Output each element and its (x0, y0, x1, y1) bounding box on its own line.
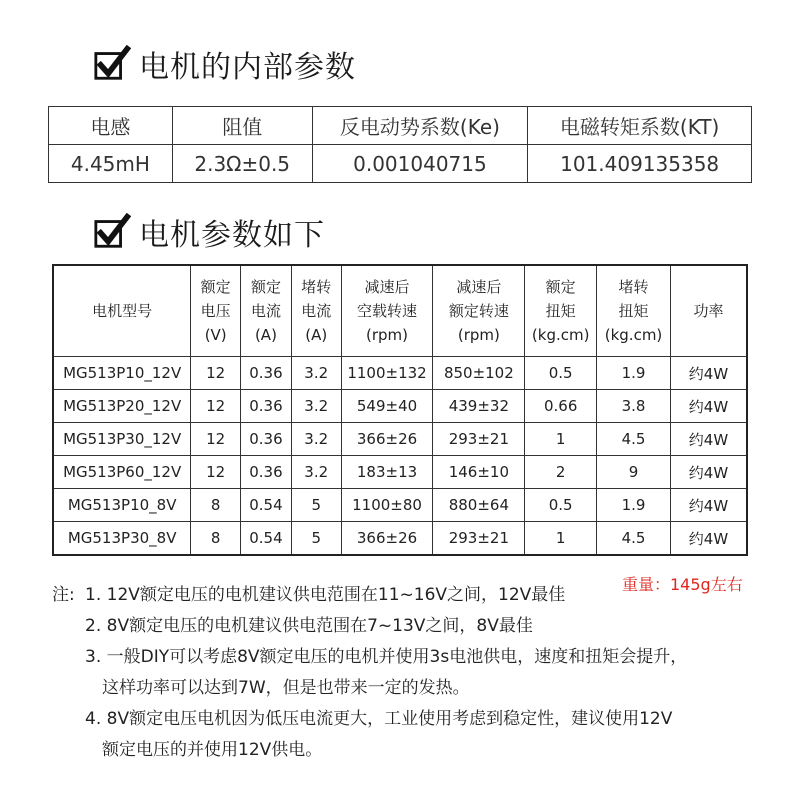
table-cell: 12 (191, 423, 241, 456)
header-cell (433, 265, 525, 357)
header-cell (525, 265, 597, 357)
header-line: 空载转速 (357, 302, 418, 320)
table-cell: 146±10 (433, 456, 525, 489)
header-line: (kg.cm) (604, 326, 663, 344)
table-cell: 439±32 (433, 390, 525, 423)
header-line: 扭矩 (545, 302, 576, 320)
table-row (53, 357, 747, 390)
table-cell: 1100±80 (341, 489, 433, 522)
table-header-row (49, 107, 752, 145)
header-line: 电压 (200, 302, 231, 320)
note-item: 2. 8V额定电压的电机建议供电范围在7~13V之间，8V最佳 (85, 616, 533, 636)
header-cell (291, 265, 341, 357)
note-item: 1. 12V额定电压的电机建议供电范围在11~16V之间，12V最佳 (85, 585, 566, 605)
table-cell: 293±21 (433, 423, 525, 456)
header-line: (kg.cm) (531, 326, 590, 344)
header-line: 电流 (250, 302, 281, 320)
table-cell: 183±13 (341, 456, 433, 489)
table-cell: 3.2 (291, 456, 341, 489)
header-line: (rpm) (457, 326, 500, 344)
table-cell: 3.2 (291, 423, 341, 456)
table-cell: MG513P30_12V (53, 423, 191, 456)
section2-title: 电机参数如下 (139, 218, 325, 253)
table-cell: 约4W (670, 456, 747, 489)
section1-title: 电机的内部参数 (139, 50, 356, 85)
table-cell: 0.66 (525, 390, 597, 423)
notes-prefix: 注: (52, 585, 75, 605)
section2-heading (93, 210, 325, 254)
table-row (53, 390, 747, 423)
header-cell (341, 265, 433, 357)
header-cell (670, 265, 747, 357)
table-cell: 366±26 (341, 423, 433, 456)
table-cell: 1 (525, 522, 597, 556)
header-cell: 阻值 (172, 107, 312, 145)
table-cell: 5 (291, 522, 341, 556)
header-line: (rpm) (366, 326, 409, 344)
table-cell: 101.409135358 (528, 145, 752, 183)
table-cell: 8 (191, 489, 241, 522)
table-row (53, 522, 747, 556)
header-cell: 电感 (49, 107, 173, 145)
table-cell: 12 (191, 456, 241, 489)
header-cell (191, 265, 241, 357)
table-cell: 12 (191, 390, 241, 423)
table-cell: MG513P10_8V (53, 489, 191, 522)
header-line: 额定转速 (448, 302, 509, 320)
header-line: 额定 (200, 278, 231, 296)
table-cell: 0.5 (525, 357, 597, 390)
section1-heading (93, 42, 356, 86)
motor-params-table (52, 264, 748, 556)
table-cell: 3.8 (597, 390, 671, 423)
header-cell: 电磁转矩系数(KT) (528, 107, 752, 145)
table-cell: 0.54 (241, 489, 292, 522)
note-item: 4. 8V额定电压电机因为低压电流更大，工业使用考虑到稳定性，建议使用12V (85, 709, 673, 729)
table-cell: 约4W (670, 390, 747, 423)
table-cell: 约4W (670, 357, 747, 390)
table-cell: 0.36 (241, 423, 292, 456)
header-line: 扭矩 (618, 302, 649, 320)
table-cell: 12 (191, 357, 241, 390)
note-item: 这样功率可以达到7W，但是也带来一定的发热。 (102, 678, 470, 698)
header-line: 电流 (301, 302, 332, 320)
table-row (53, 456, 747, 489)
checkbox-check-icon (93, 45, 131, 83)
table-cell: 4.5 (597, 522, 671, 556)
table-cell: 1.9 (597, 489, 671, 522)
table-cell: 0.54 (241, 522, 292, 556)
internal-params-table (48, 106, 752, 183)
table-cell: MG513P30_8V (53, 522, 191, 556)
table-cell: 1.9 (597, 357, 671, 390)
header-line: (A) (254, 326, 277, 344)
table-cell: 1100±132 (341, 357, 433, 390)
header-line: 减速后 (364, 278, 410, 296)
header-line: 电机型号 (92, 302, 153, 320)
table-cell: 3.2 (291, 357, 341, 390)
header-line: 减速后 (456, 278, 502, 296)
header-line: (A) (305, 326, 328, 344)
table-cell: 2.3Ω±0.5 (172, 145, 312, 183)
table-cell: 4.45mH (49, 145, 173, 183)
table-cell: 2 (525, 456, 597, 489)
table-cell: 366±26 (341, 522, 433, 556)
table-header-row (53, 265, 747, 357)
table-cell: 0.5 (525, 489, 597, 522)
header-cell (597, 265, 671, 357)
table-cell: 549±40 (341, 390, 433, 423)
header-cell (53, 265, 191, 357)
table-cell: 3.2 (291, 390, 341, 423)
table-row (49, 145, 752, 183)
table-cell: 0.36 (241, 390, 292, 423)
table-cell: 1 (525, 423, 597, 456)
table-cell: 约4W (670, 522, 747, 556)
table-cell: 0.36 (241, 357, 292, 390)
table-cell: 8 (191, 522, 241, 556)
header-line: 额定 (250, 278, 281, 296)
table-row (53, 489, 747, 522)
table-cell: MG513P20_12V (53, 390, 191, 423)
header-line: 功率 (693, 302, 724, 320)
table-cell: 850±102 (433, 357, 525, 390)
checkbox-check-icon (93, 213, 131, 251)
table-cell: 5 (291, 489, 341, 522)
header-line: 堵转 (618, 278, 649, 296)
table-cell: 约4W (670, 423, 747, 456)
note-item: 3. 一般DIY可以考虑8V额定电压的电机并使用3s电池供电，速度和扭矩会提升， (85, 647, 688, 667)
note-item: 额定电压的并使用12V供电。 (102, 740, 323, 760)
header-cell (241, 265, 292, 357)
table-cell: 9 (597, 456, 671, 489)
table-cell: MG513P10_12V (53, 357, 191, 390)
header-cell: 反电动势系数(Ke) (312, 107, 528, 145)
table-cell: 0.001040715 (312, 145, 528, 183)
weight-note: 重量：145g左右 (622, 575, 743, 594)
table-cell: 293±21 (433, 522, 525, 556)
table-cell: 4.5 (597, 423, 671, 456)
table-cell: 约4W (670, 489, 747, 522)
header-line: 额定 (545, 278, 576, 296)
table-cell: 0.36 (241, 456, 292, 489)
table-cell: 880±64 (433, 489, 525, 522)
table-row (53, 423, 747, 456)
header-line: (V) (204, 326, 227, 344)
header-line: 堵转 (301, 278, 332, 296)
table-cell: MG513P60_12V (53, 456, 191, 489)
